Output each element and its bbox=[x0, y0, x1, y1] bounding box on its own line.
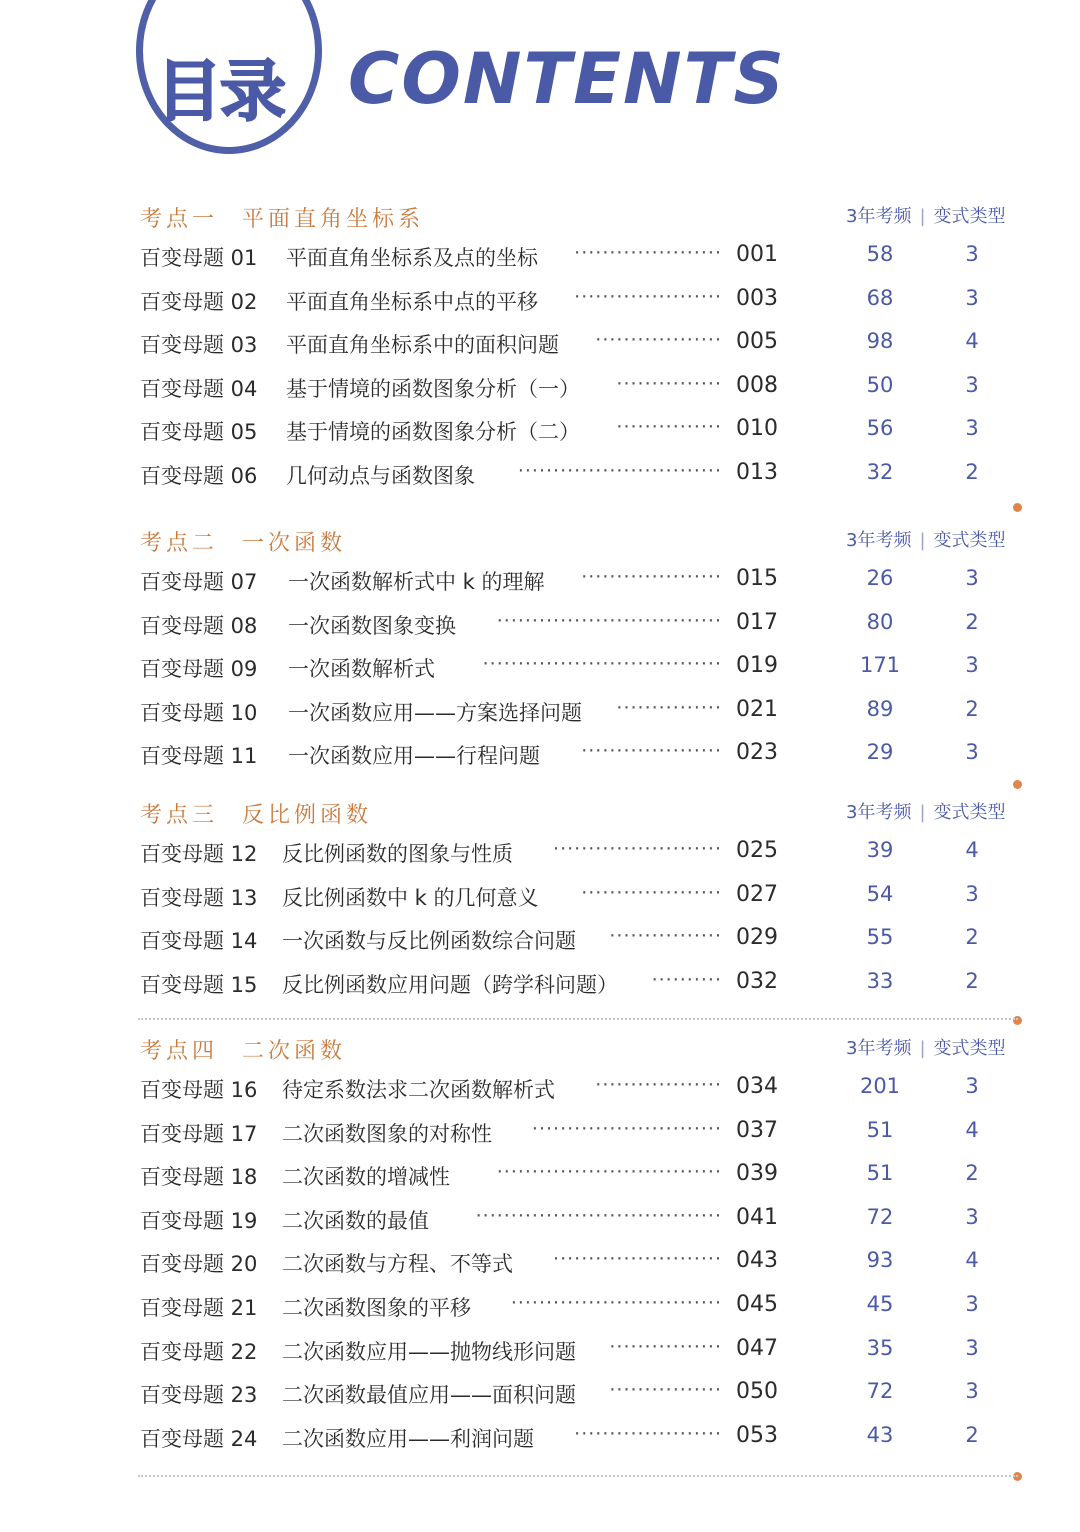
contents-title: CONTENTS bbox=[348, 38, 786, 120]
entry-number: 百变母题 15 bbox=[140, 972, 258, 997]
entry-number: 百变母题 07 bbox=[140, 570, 258, 594]
dot-leader: ················ bbox=[609, 925, 722, 948]
dot-leader: ·································· bbox=[482, 653, 722, 676]
entry-page-number: 032 bbox=[736, 968, 778, 994]
entry-title: 二次函数的增减性 bbox=[282, 1165, 450, 1190]
entry-number: 百变母题 21 bbox=[140, 1296, 258, 1320]
section-end-marker bbox=[1013, 780, 1022, 789]
entry-frequency: 98 bbox=[866, 329, 894, 354]
entry-title: 一次函数图象变换 bbox=[288, 613, 456, 638]
section-label: 考点一 bbox=[140, 207, 219, 232]
entry-number: 百变母题 24 bbox=[140, 1426, 258, 1451]
entry-variant-types: 3 bbox=[965, 242, 979, 266]
entry-frequency: 45 bbox=[866, 1292, 894, 1316]
column-headers bbox=[846, 202, 1006, 228]
column-headers bbox=[846, 798, 1006, 824]
entry-page-number: 015 bbox=[736, 566, 778, 591]
dot-leader: ························ bbox=[553, 1248, 722, 1271]
entry-variant-types: 3 bbox=[965, 566, 979, 590]
entry-frequency: 35 bbox=[866, 1335, 894, 1360]
toc-entry[interactable] bbox=[0, 697, 1080, 733]
toc-entry[interactable] bbox=[0, 882, 1080, 918]
entry-number: 百变母题 12 bbox=[140, 842, 258, 866]
entry-title: 二次函数最值应用——面积问题 bbox=[282, 1383, 576, 1408]
type-column-label: 变式类型 bbox=[933, 1038, 1006, 1059]
entry-page-number: 008 bbox=[736, 372, 778, 398]
entry-variant-types: 4 bbox=[965, 1117, 979, 1142]
entry-page-number: 023 bbox=[736, 740, 778, 766]
entry-variant-types: 3 bbox=[965, 881, 979, 906]
entry-variant-types: 4 bbox=[965, 1248, 979, 1273]
entry-title: 一次函数与反比例函数综合问题 bbox=[282, 929, 576, 954]
dot-leader: ·········· bbox=[651, 968, 722, 991]
toc-entry[interactable] bbox=[0, 566, 1080, 602]
entry-frequency: 39 bbox=[866, 838, 894, 862]
entry-variant-types: 4 bbox=[965, 838, 979, 862]
entry-title: 几何动点与函数图象 bbox=[286, 464, 475, 488]
dot-leader: ···················· bbox=[581, 881, 722, 904]
freq-column-label: 3年考频 bbox=[846, 530, 912, 551]
entry-number: 百变母题 22 bbox=[140, 1339, 258, 1364]
entry-page-number: 047 bbox=[736, 1335, 778, 1361]
column-divider: | bbox=[919, 1038, 926, 1059]
entry-page-number: 041 bbox=[736, 1204, 778, 1230]
column-headers bbox=[846, 526, 1006, 552]
entry-title: 二次函数与方程、不等式 bbox=[282, 1252, 513, 1277]
dot-leader: ···················· bbox=[581, 740, 722, 763]
entry-variant-types: 2 bbox=[965, 1422, 979, 1447]
dot-leader: ··························· bbox=[531, 1117, 722, 1140]
section-header bbox=[0, 1032, 1080, 1068]
toc-entry[interactable] bbox=[0, 1074, 1080, 1110]
toc-entry[interactable] bbox=[0, 969, 1080, 1005]
entry-title: 平面直角坐标系中的面积问题 bbox=[286, 333, 559, 358]
dot-leader: ····························· bbox=[517, 460, 722, 482]
entry-page-number: 001 bbox=[736, 242, 778, 267]
section-name: 平面直角坐标系 bbox=[242, 207, 425, 232]
dot-leader: ·················· bbox=[595, 1074, 722, 1096]
entry-page-number: 045 bbox=[736, 1292, 778, 1317]
entry-title: 一次函数应用——行程问题 bbox=[288, 744, 540, 769]
entry-number: 百变母题 02 bbox=[140, 289, 258, 314]
entry-number: 百变母题 18 bbox=[140, 1165, 258, 1190]
column-divider: | bbox=[919, 206, 926, 227]
toc-entry[interactable] bbox=[0, 1161, 1080, 1197]
toc-entry[interactable] bbox=[0, 653, 1080, 689]
entry-page-number: 027 bbox=[736, 881, 778, 907]
dot-leader: ····················· bbox=[574, 1422, 722, 1445]
entry-number: 百变母题 16 bbox=[140, 1078, 258, 1102]
entry-title: 反比例函数中 k 的几何意义 bbox=[282, 885, 539, 910]
entry-title: 二次函数图象的平移 bbox=[282, 1296, 471, 1320]
section-label: 考点四 bbox=[140, 1039, 219, 1064]
entry-frequency: 80 bbox=[866, 609, 894, 634]
entry-frequency: 51 bbox=[866, 1117, 894, 1142]
toc-entry[interactable] bbox=[0, 1118, 1080, 1154]
dot-leader: ··············· bbox=[616, 372, 722, 395]
entry-title: 反比例函数应用问题（跨学科问题） bbox=[282, 972, 618, 997]
entry-variant-types: 3 bbox=[965, 1074, 979, 1098]
entry-title: 反比例函数的图象与性质 bbox=[282, 842, 513, 866]
dot-leader: ····················· bbox=[574, 285, 722, 308]
entry-variant-types: 2 bbox=[965, 925, 979, 950]
entry-number: 百变母题 08 bbox=[140, 613, 258, 638]
entry-frequency: 93 bbox=[866, 1248, 894, 1273]
entry-number: 百变母题 19 bbox=[140, 1208, 258, 1233]
entry-page-number: 034 bbox=[736, 1074, 778, 1099]
dot-leader: ··············· bbox=[616, 696, 722, 719]
section-name: 反比例函数 bbox=[242, 803, 373, 828]
toc-entry[interactable] bbox=[0, 1248, 1080, 1284]
dot-leader: ····················· bbox=[574, 242, 722, 264]
entry-page-number: 050 bbox=[736, 1379, 778, 1405]
section-header bbox=[0, 524, 1080, 560]
toc-entry[interactable] bbox=[0, 329, 1080, 365]
logo-text: 目录 bbox=[156, 53, 284, 130]
section-label: 考点三 bbox=[140, 803, 219, 828]
entry-frequency: 54 bbox=[866, 881, 894, 906]
entry-number: 百变母题 13 bbox=[140, 885, 258, 910]
dot-leader: ················ bbox=[609, 1379, 722, 1402]
section-name: 二次函数 bbox=[242, 1039, 347, 1064]
type-column-label: 变式类型 bbox=[933, 802, 1006, 823]
entry-frequency: 26 bbox=[866, 566, 894, 590]
entry-page-number: 053 bbox=[736, 1422, 778, 1448]
entry-frequency: 29 bbox=[866, 740, 894, 765]
type-column-label: 变式类型 bbox=[933, 530, 1006, 551]
freq-column-label: 3年考频 bbox=[846, 1038, 912, 1059]
entry-title: 基于情境的函数图象分析（二） bbox=[286, 420, 580, 445]
entry-title: 二次函数图象的对称性 bbox=[282, 1121, 492, 1146]
entry-page-number: 029 bbox=[736, 925, 778, 951]
entry-number: 百变母题 11 bbox=[140, 744, 258, 769]
dot-leader: ················ bbox=[609, 1335, 722, 1358]
dot-leader: ······························ bbox=[510, 1292, 722, 1314]
entry-page-number: 010 bbox=[736, 416, 778, 442]
dot-leader: ···················· bbox=[581, 566, 722, 588]
toc-entry[interactable] bbox=[0, 373, 1080, 409]
entry-frequency: 43 bbox=[866, 1422, 894, 1447]
dot-leader: ··············· bbox=[616, 416, 722, 439]
entry-page-number: 017 bbox=[736, 609, 778, 635]
entry-page-number: 005 bbox=[736, 329, 778, 355]
dotted-separator bbox=[138, 1018, 1018, 1020]
toc-entry[interactable] bbox=[0, 1205, 1080, 1241]
entry-variant-types: 3 bbox=[965, 372, 979, 397]
entry-page-number: 003 bbox=[736, 285, 778, 311]
entry-variant-types: 2 bbox=[965, 1161, 979, 1186]
entry-title: 待定系数法求二次函数解析式 bbox=[282, 1078, 555, 1102]
entry-number: 百变母题 09 bbox=[140, 657, 258, 682]
entry-title: 一次函数解析式 bbox=[288, 657, 435, 682]
entry-frequency: 50 bbox=[866, 372, 894, 397]
entry-frequency: 32 bbox=[866, 460, 894, 484]
freq-column-label: 3年考频 bbox=[846, 206, 912, 227]
toc-entry[interactable] bbox=[0, 1423, 1080, 1459]
entry-number: 百变母题 14 bbox=[140, 929, 258, 954]
entry-variant-types: 3 bbox=[965, 1335, 979, 1360]
dot-leader: ··································· bbox=[475, 1204, 722, 1227]
entry-page-number: 037 bbox=[736, 1117, 778, 1143]
toc-entry[interactable] bbox=[0, 925, 1080, 961]
entry-number: 百变母题 20 bbox=[140, 1252, 258, 1277]
page-header bbox=[0, 0, 1080, 175]
entry-frequency: 89 bbox=[866, 696, 894, 721]
dot-leader: ································ bbox=[496, 1161, 722, 1184]
entry-number: 百变母题 06 bbox=[140, 464, 258, 488]
entry-number: 百变母题 10 bbox=[140, 700, 258, 725]
entry-page-number: 021 bbox=[736, 696, 778, 722]
toc-entry[interactable] bbox=[0, 286, 1080, 322]
dotted-separator bbox=[138, 1475, 1018, 1477]
entry-frequency: 51 bbox=[866, 1161, 894, 1186]
entry-variant-types: 3 bbox=[965, 1292, 979, 1316]
section-label: 考点二 bbox=[140, 531, 219, 556]
entry-title: 二次函数应用——抛物线形问题 bbox=[282, 1339, 576, 1364]
entry-page-number: 025 bbox=[736, 838, 778, 863]
entry-variant-types: 3 bbox=[965, 416, 979, 441]
column-divider: | bbox=[919, 530, 926, 551]
entry-frequency: 201 bbox=[859, 1074, 901, 1098]
dot-leader: ·················· bbox=[595, 329, 722, 352]
entry-number: 百变母题 23 bbox=[140, 1383, 258, 1408]
type-column-label: 变式类型 bbox=[933, 206, 1006, 227]
entry-variant-types: 3 bbox=[965, 653, 979, 678]
entry-title: 二次函数的最值 bbox=[282, 1208, 429, 1233]
entry-frequency: 58 bbox=[866, 242, 894, 266]
entry-number: 百变母题 01 bbox=[140, 246, 258, 270]
entry-page-number: 043 bbox=[736, 1248, 778, 1274]
toc-entry[interactable] bbox=[0, 242, 1080, 278]
entry-title: 基于情境的函数图象分析（一） bbox=[286, 376, 580, 401]
entry-page-number: 013 bbox=[736, 460, 778, 485]
entry-variant-types: 4 bbox=[965, 329, 979, 354]
entry-title: 二次函数应用——利润问题 bbox=[282, 1426, 534, 1451]
entry-number: 百变母题 17 bbox=[140, 1121, 258, 1146]
toc-entry[interactable] bbox=[0, 610, 1080, 646]
entry-title: 一次函数解析式中 k 的理解 bbox=[288, 570, 545, 594]
section-header bbox=[0, 796, 1080, 832]
entry-frequency: 171 bbox=[859, 653, 901, 678]
entry-title: 平面直角坐标系中点的平移 bbox=[286, 289, 538, 314]
entry-frequency: 56 bbox=[866, 416, 894, 441]
column-headers bbox=[846, 1034, 1006, 1060]
entry-number: 百变母题 04 bbox=[140, 376, 258, 401]
entry-page-number: 019 bbox=[736, 653, 778, 679]
toc-entry[interactable] bbox=[0, 1336, 1080, 1372]
entry-title: 一次函数应用——方案选择问题 bbox=[288, 700, 582, 725]
entry-variant-types: 3 bbox=[965, 285, 979, 310]
entry-variant-types: 2 bbox=[965, 609, 979, 634]
entry-frequency: 33 bbox=[866, 968, 894, 993]
toc-entry[interactable] bbox=[0, 838, 1080, 874]
entry-frequency: 68 bbox=[866, 285, 894, 310]
freq-column-label: 3年考频 bbox=[846, 802, 912, 823]
dot-leader: ································ bbox=[496, 609, 722, 632]
entry-number: 百变母题 03 bbox=[140, 333, 258, 358]
toc-entry[interactable] bbox=[0, 740, 1080, 776]
entry-page-number: 039 bbox=[736, 1161, 778, 1187]
toc-entry[interactable] bbox=[0, 416, 1080, 452]
entry-variant-types: 2 bbox=[965, 696, 979, 721]
entry-frequency: 72 bbox=[866, 1379, 894, 1404]
entry-frequency: 55 bbox=[866, 925, 894, 950]
entry-title: 平面直角坐标系及点的坐标 bbox=[286, 246, 538, 270]
entry-variant-types: 3 bbox=[965, 740, 979, 765]
entry-variant-types: 3 bbox=[965, 1379, 979, 1404]
toc-entry[interactable] bbox=[0, 1379, 1080, 1415]
entry-variant-types: 2 bbox=[965, 968, 979, 993]
toc-entry[interactable] bbox=[0, 1292, 1080, 1328]
entry-variant-types: 3 bbox=[965, 1204, 979, 1229]
section-end-marker bbox=[1013, 503, 1022, 512]
entry-variant-types: 2 bbox=[965, 460, 979, 484]
toc-entry[interactable] bbox=[0, 460, 1080, 496]
entry-number: 百变母题 05 bbox=[140, 420, 258, 445]
section-name: 一次函数 bbox=[242, 531, 347, 556]
dot-leader: ························ bbox=[553, 838, 722, 860]
column-divider: | bbox=[919, 802, 926, 823]
section-header bbox=[0, 200, 1080, 236]
entry-frequency: 72 bbox=[866, 1204, 894, 1229]
